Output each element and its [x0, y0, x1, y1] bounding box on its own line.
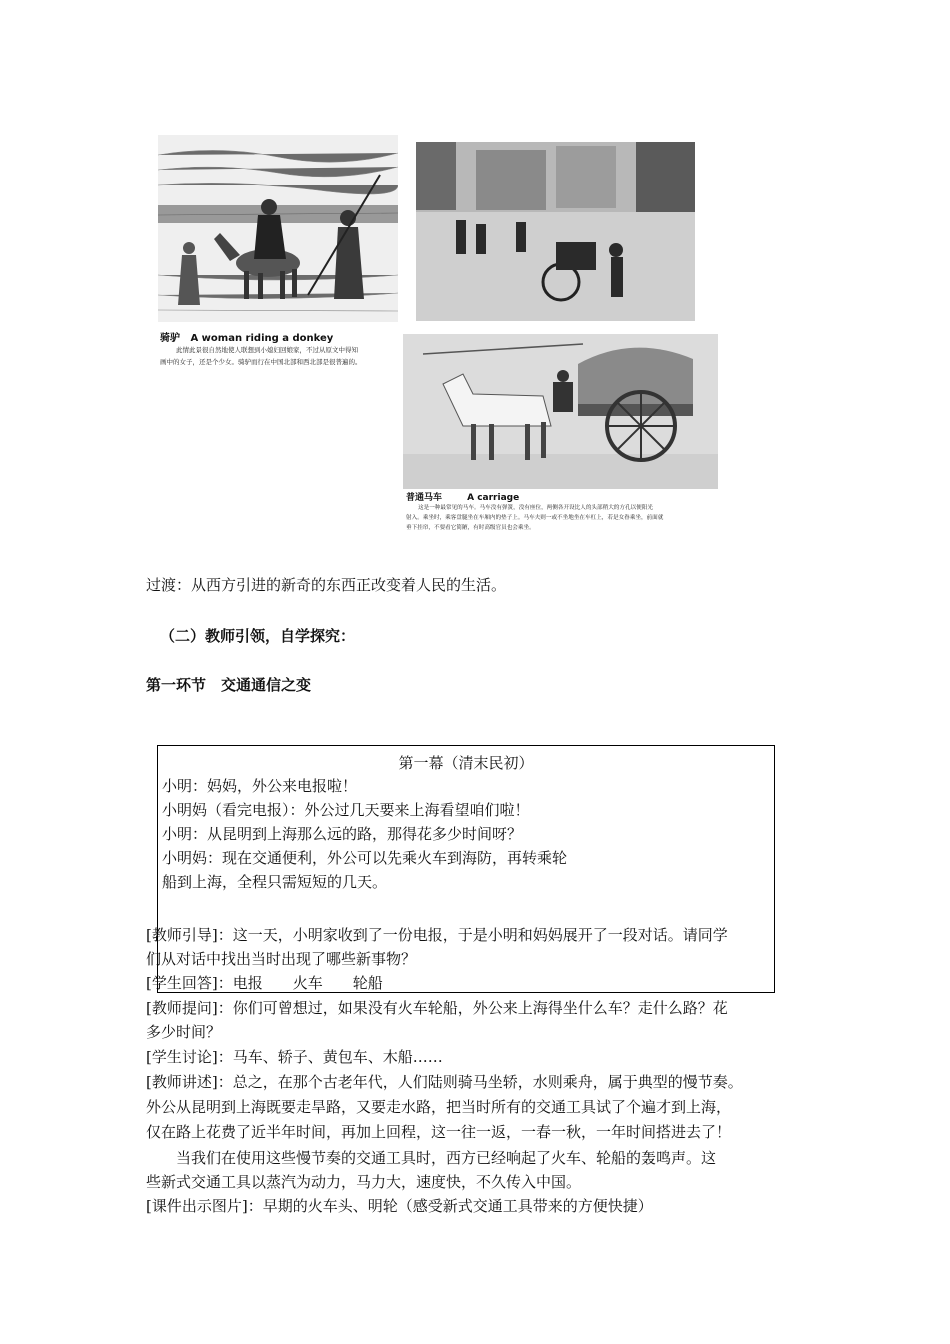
donkey-caption-title — [160, 329, 333, 344]
dialogue-line: 小明妈（看完电报）：外公过几天要来上海看望咱们啦！ — [162, 801, 530, 819]
teacher-guide-line: [教师引导]：这一天，小明家收到了一份电报，于是小明和妈妈展开了一段对话。请同学 — [146, 926, 728, 944]
rickshaw-street-photo-icon — [416, 142, 695, 321]
student-discussion-line: [学生讨论]：马车、轿子、黄包车、木船…… — [146, 1048, 443, 1066]
carriage-caption-line: 这是一种最常见的马车。马车没有弹簧，没有座位，两侧各开设比人的头部稍大的方孔以便阳光 — [418, 505, 653, 511]
dialogue-line: 小明：从昆明到上海那么远的路，那得花多少时间呀？ — [162, 825, 523, 843]
donkey-illustration — [158, 135, 398, 322]
teacher-narration-line: [教师讲述]：总之，在那个古老年代，人们陆则骑马坐轿，水则乘舟，属于典型的慢节奏。 — [146, 1073, 743, 1091]
donkey-title-cn: 骑驴 — [160, 333, 180, 344]
carriage-title-cn: 普通马车 — [406, 493, 443, 503]
horse-carriage-illustration — [403, 334, 718, 489]
carriage-caption-title — [406, 490, 519, 503]
dialogue-line: 小明妈：现在交通便利，外公可以先乘火车到海防，再转乘轮 — [162, 849, 568, 867]
courseware-line: [课件出示图片]：早期的火车头、明轮（感受新式交通工具带来的方便快捷） — [146, 1197, 653, 1215]
carriage-caption-text — [406, 503, 718, 533]
narration-paragraph-line: 当我们在使用这些慢节奏的交通工具时，西方已经响起了火车、轮船的轰鸣声。这 — [146, 1149, 717, 1167]
carriage-title-en: A carriage — [467, 493, 520, 503]
teacher-guide-line: 们从对话中找出当时出现了哪些新事物？ — [146, 950, 417, 968]
teacher-question-line: [教师提问]：你们可曾想过，如果没有火车轮船，外公来上海得坐什么车？走什么路？花 — [146, 999, 728, 1017]
dialogue-line: 小明：妈妈，外公来电报啦！ — [162, 777, 358, 795]
donkey-caption-text — [160, 344, 396, 368]
donkey-caption-line: 此情此景很自然地使人联想到小媳妇回娘家，不过从原文中得知 — [176, 346, 358, 354]
donkey-illustration-icon — [158, 135, 398, 322]
transition-text: 过渡：从西方引进的新奇的东西正改变着人民的生活。 — [146, 576, 507, 594]
dialogue-line: 船到上海，全程只需短短的几天。 — [162, 873, 388, 891]
teacher-narration-line: 仅在路上花费了近半年时间，再加上回程，这一往一返，一春一秋，一年时间搭进去了！ — [146, 1123, 732, 1141]
teacher-question-line: 多少时间？ — [146, 1023, 222, 1041]
donkey-caption-line: 画中的女子，还是个少女。骑驴而行在中国北部和西北部是很普遍的。 — [160, 358, 362, 366]
rickshaw-street-photo — [416, 142, 695, 321]
carriage-caption-line: 垂下挂帘，不要看它简陋，有时高级官员也会乘坐。 — [406, 525, 535, 531]
section-heading: （二）教师引领，自学探究： — [160, 627, 356, 645]
narration-paragraph-line: 些新式交通工具以蒸汽为动力，马力大，速度快，不久传入中国。 — [146, 1173, 582, 1191]
part-heading: 第一环节 交通通信之变 — [146, 676, 312, 694]
student-answer-line: [学生回答]：电报 火车 轮船 — [146, 974, 383, 992]
carriage-caption-line: 射入。乘坐时，乘客盘腿坐在车厢内的垫子上。马车夫则一或不坐地坐在车杠上，若是女眷乘坐，前面就 — [406, 515, 664, 521]
donkey-title-en: A woman riding a donkey — [190, 333, 334, 344]
teacher-narration-line: 外公从昆明到上海既要走旱路，又要走水路，把当时所有的交通工具试了个遍才到上海， — [146, 1098, 732, 1116]
scene-title: 第一幕（清末民初） — [398, 754, 534, 772]
horse-carriage-illustration-icon — [403, 334, 718, 489]
